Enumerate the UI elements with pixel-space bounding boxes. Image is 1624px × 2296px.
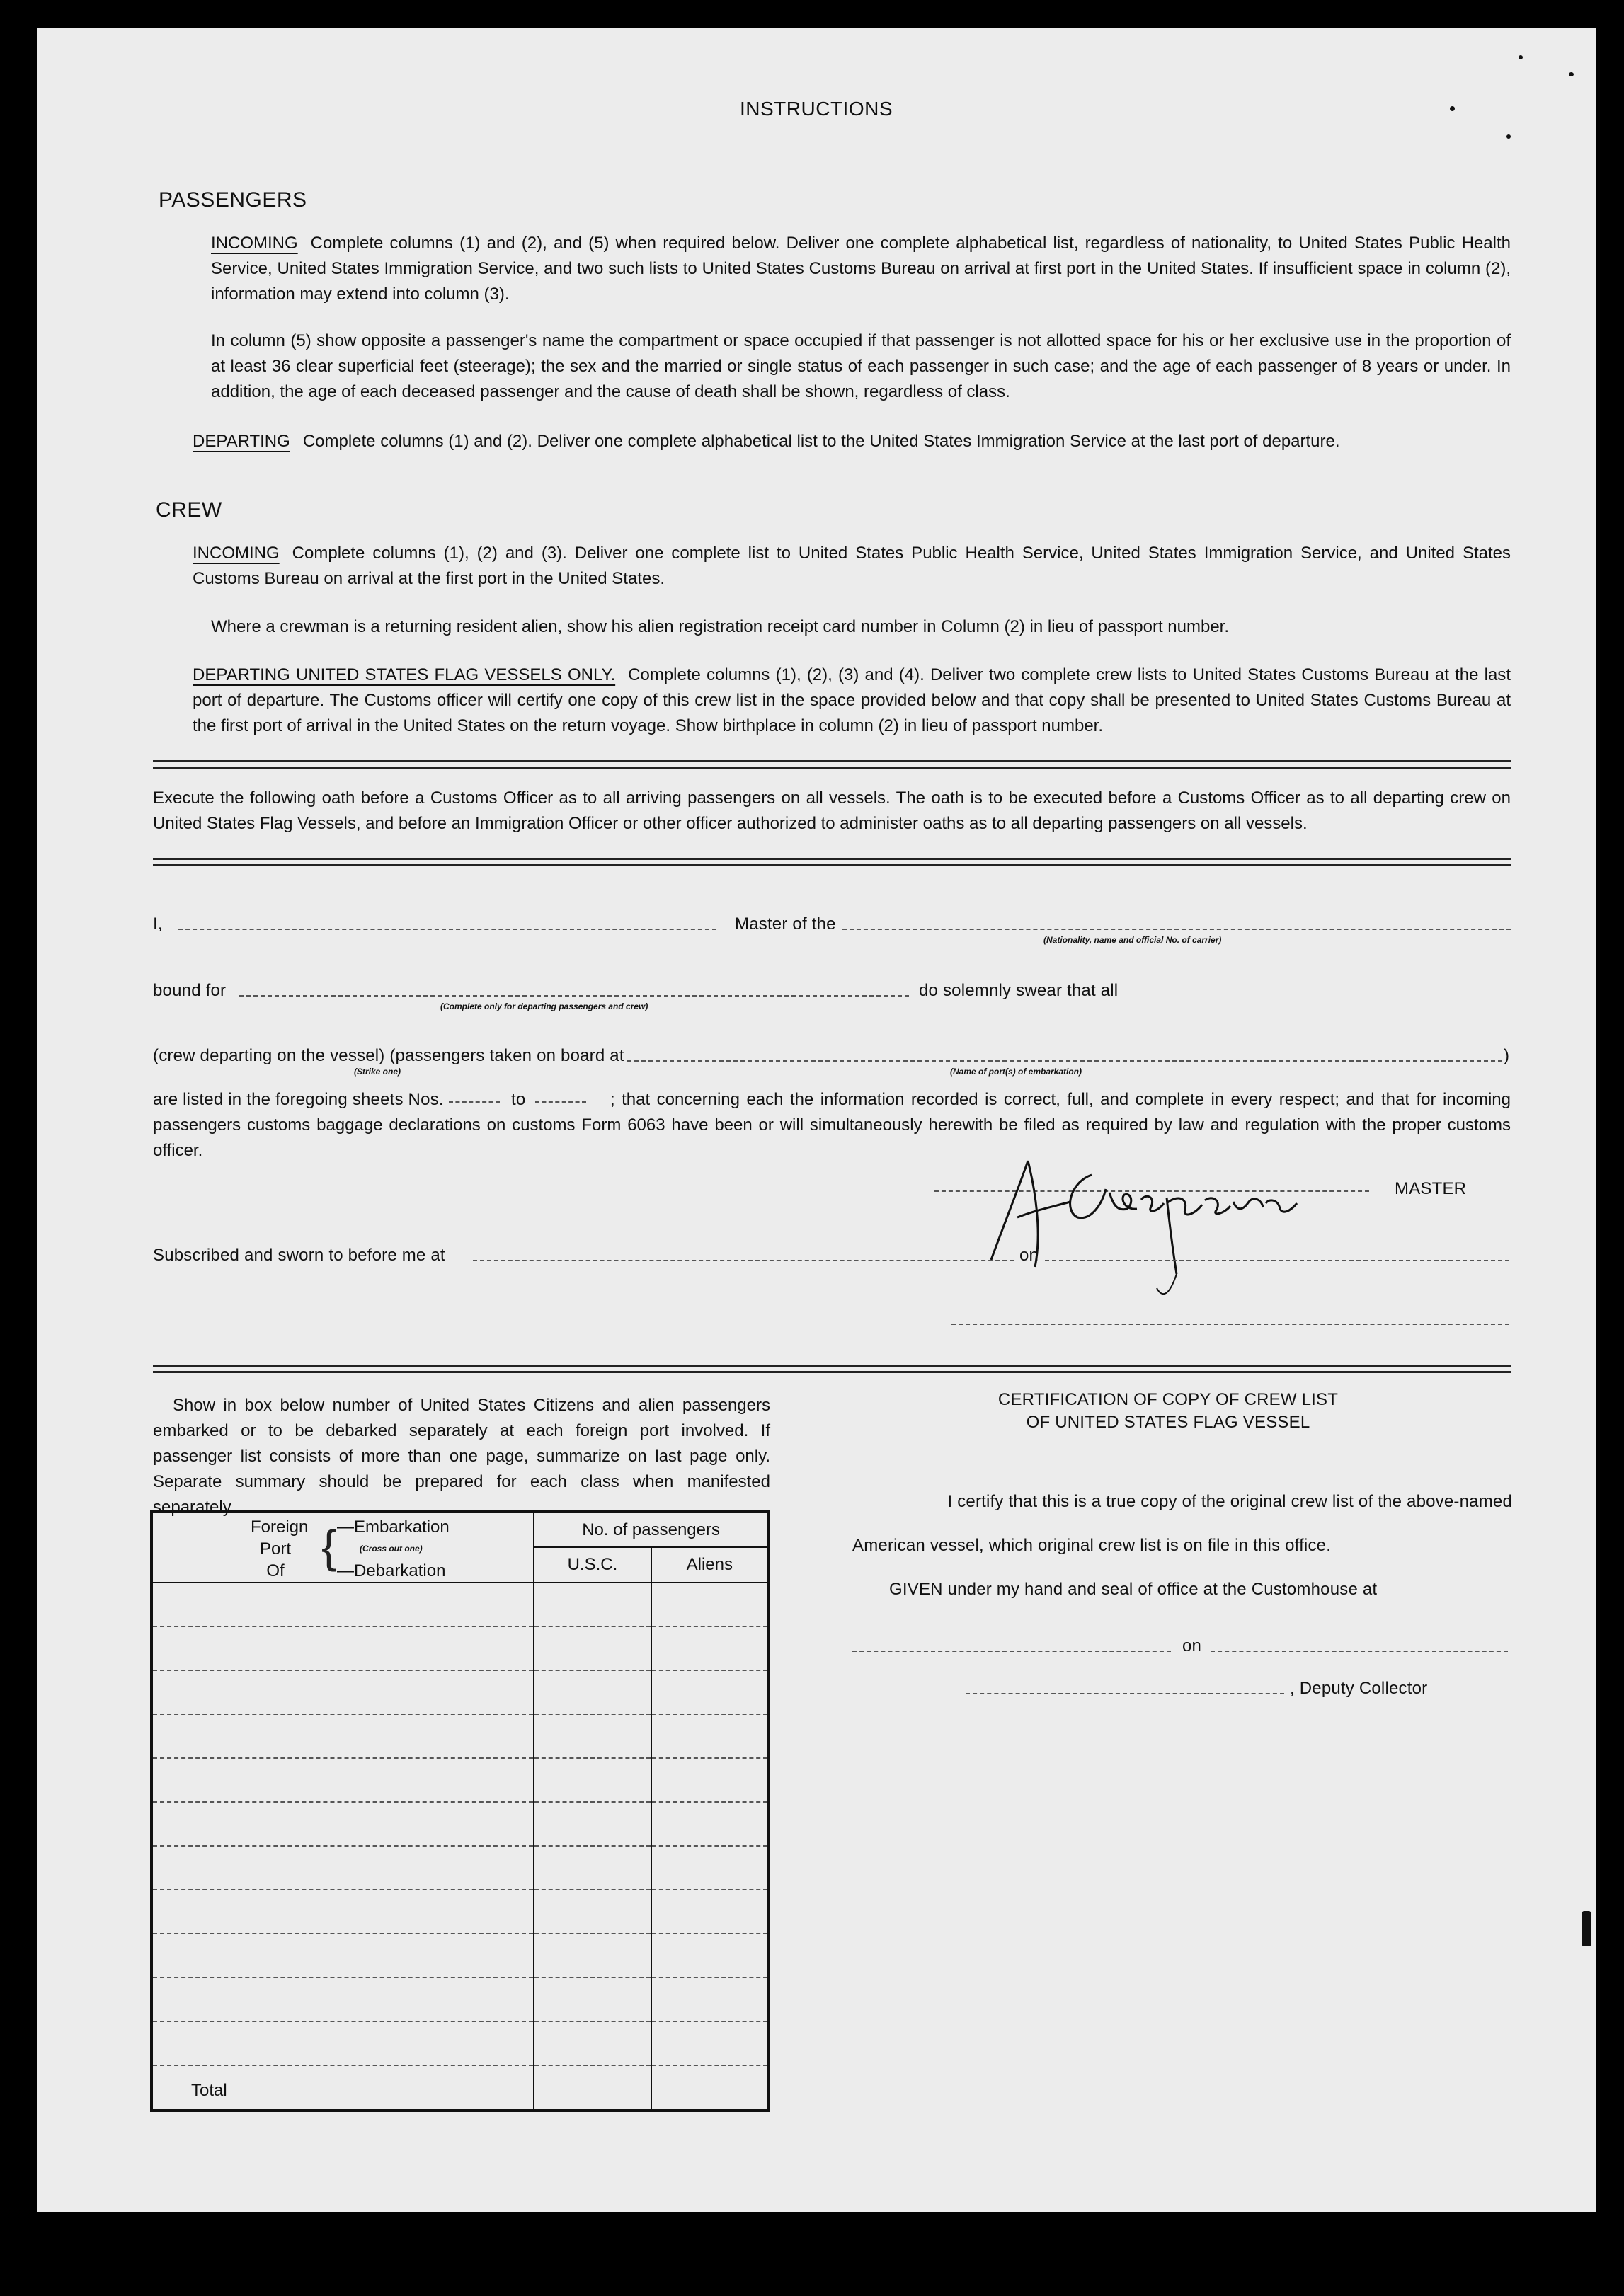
oath-instruction: Execute the following oath before a Customs Officer as to all arriving passengers on all vessels. The oath is to be executed before a Customs Officer as to all departing crew on United States Flag Vessels, and before an Immigration Officer or other officer authorized to administer oaths as to all departing passengers on all vessels. xyxy=(153,788,1511,833)
port-cell[interactable] xyxy=(151,1934,534,1978)
usc-cell[interactable] xyxy=(534,1890,651,1934)
divider-3 xyxy=(153,1365,1511,1373)
summary-row xyxy=(151,1626,769,1670)
subscribed-place-field[interactable] xyxy=(473,1260,1014,1261)
crew-passengers-label: (crew departing on the vessel) (passengers taken on board at xyxy=(153,1046,624,1065)
usc-cell[interactable] xyxy=(534,1978,651,2021)
usc-cell[interactable] xyxy=(534,1758,651,1802)
aliens-cell[interactable] xyxy=(651,1934,769,1978)
passengers-column5-paragraph xyxy=(211,328,1511,405)
deputy-collector-label: , Deputy Collector xyxy=(1290,1679,1428,1698)
certification-title-line2: OF UNITED STATES FLAG VESSEL xyxy=(1026,1413,1310,1432)
port-cell[interactable] xyxy=(151,1758,534,1802)
port-label: Port xyxy=(259,1539,291,1559)
aliens-cell[interactable] xyxy=(651,1583,769,1626)
crew-incoming-paragraph xyxy=(193,541,1511,592)
close-paren: ) xyxy=(1504,1046,1510,1065)
crew-incoming-label: INCOMING xyxy=(193,544,280,563)
divider-2 xyxy=(153,858,1511,866)
summary-instruction: Show in box below number of United States Citizens and alien passengers embarked or to be debarked separately at each foreign port involved. If passenger list consists of more than one page, summarize on last page only. Separate summary should be prepared for each class when manifested separately. xyxy=(153,1396,770,1517)
form-page xyxy=(37,28,1596,2212)
aliens-header: Aliens xyxy=(651,1547,769,1583)
crew-departing-label: DEPARTING UNITED STATES FLAG VESSELS ONLY. xyxy=(193,665,616,684)
swear-label: do solemnly swear that all xyxy=(919,981,1119,1000)
aliens-cell[interactable] xyxy=(651,1714,769,1758)
passengers-column5-text: In column (5) show opposite a passenger's name the compartment or space occupied if that passenger is not allotted space for his or her exclusive use in the proportion of at least 36 clear superficial feet (steerage); the sex and the married or single status of each passenger in such case; and the age of each passenger of 8 years or under. In addition, the age of each deceased passenger and the cause of death shall be shown, regardless of class. xyxy=(211,331,1511,401)
summary-row xyxy=(151,1890,769,1934)
summary-row xyxy=(151,1758,769,1802)
port-cell[interactable] xyxy=(151,1978,534,2021)
passengers-departing-label: DEPARTING xyxy=(193,432,290,451)
summary-row xyxy=(151,2021,769,2065)
usc-cell[interactable] xyxy=(534,1802,651,1846)
to-label: to xyxy=(511,1090,526,1109)
brace-icon: { xyxy=(321,1521,337,1572)
crew-heading: CREW xyxy=(156,498,222,522)
port-cell[interactable] xyxy=(151,1583,534,1626)
certification-date-field[interactable] xyxy=(1211,1651,1508,1652)
summary-row xyxy=(151,1802,769,1846)
passengers-departing-text: Complete columns (1) and (2). Deliver one complete alphabetical list to the United States Immigration Service at the last port of departure. xyxy=(302,432,1340,451)
aliens-cell[interactable] xyxy=(651,1978,769,2021)
passenger-summary-table xyxy=(150,1510,770,2112)
usc-cell[interactable] xyxy=(534,1670,651,1714)
subscribed-label: Subscribed and sworn to before me at xyxy=(153,1246,445,1265)
master-signature xyxy=(985,1132,1354,1302)
summary-row xyxy=(151,1670,769,1714)
port-header-cell xyxy=(151,1512,534,1583)
port-cell[interactable] xyxy=(151,1670,534,1714)
passengers-incoming-paragraph xyxy=(211,231,1511,307)
divider-1 xyxy=(153,760,1511,769)
port-note: (Name of port(s) of embarkation) xyxy=(950,1067,1082,1077)
port-cell[interactable] xyxy=(151,1802,534,1846)
usc-cell[interactable] xyxy=(534,1626,651,1670)
of-label: Of xyxy=(266,1561,285,1580)
crew-departing-paragraph xyxy=(193,662,1511,739)
debarkation-label: —Debarkation xyxy=(337,1561,446,1580)
usc-cell[interactable] xyxy=(534,2021,651,2065)
master-of-the-label: Master of the xyxy=(735,914,836,934)
embarkation-port-field[interactable] xyxy=(627,1060,1502,1062)
cross-out-note: (Cross out one) xyxy=(360,1544,423,1554)
officer-signature-field[interactable] xyxy=(951,1324,1509,1325)
page-title: INSTRUCTIONS xyxy=(740,98,893,120)
port-cell[interactable] xyxy=(151,1890,534,1934)
total-aliens-cell[interactable] xyxy=(651,2065,769,2111)
total-usc-cell[interactable] xyxy=(534,2065,651,2111)
aliens-cell[interactable] xyxy=(651,1758,769,1802)
no-of-passengers-header: No. of passengers xyxy=(534,1512,769,1547)
customhouse-place-field[interactable] xyxy=(852,1651,1171,1652)
crew-departing-text: Complete columns (1), (2), (3) and (4). Deliver two complete crew lists to United States Customs Bureau at the last port of departure. The Customs officer will certify one copy of this crew list in the space provided below and that copy shall be presented to United States Customs Bureau at the first port of arrival in the United States on the return voyage. Show birthplace in column (2) in lieu of passport number. xyxy=(193,665,1511,735)
summary-row xyxy=(151,1714,769,1758)
certification-on-label: on xyxy=(1182,1636,1202,1655)
usc-cell[interactable] xyxy=(534,1846,651,1890)
strike-note: (Strike one) xyxy=(354,1067,401,1077)
passengers-departing-paragraph xyxy=(193,429,1511,454)
aliens-cell[interactable] xyxy=(651,1670,769,1714)
bound-for-field[interactable] xyxy=(239,995,909,997)
port-cell[interactable] xyxy=(151,2021,534,2065)
oath-i-label: I, xyxy=(153,914,163,934)
carrier-field[interactable] xyxy=(842,929,1511,930)
usc-cell[interactable] xyxy=(534,1934,651,1978)
certification-line1: I certify that this is a true copy of the original crew list of the above-named xyxy=(947,1492,1512,1511)
usc-cell[interactable] xyxy=(534,1714,651,1758)
passengers-heading: PASSENGERS xyxy=(159,188,307,212)
aliens-cell[interactable] xyxy=(651,1890,769,1934)
crew-resident-paragraph xyxy=(211,614,1511,640)
aliens-cell[interactable] xyxy=(651,1846,769,1890)
bound-note: (Complete only for departing passengers and crew) xyxy=(440,1001,648,1011)
carrier-note: (Nationality, name and official No. of carrier) xyxy=(1043,935,1222,945)
master-label: MASTER xyxy=(1395,1179,1467,1198)
total-label: Total xyxy=(151,2065,534,2111)
subscribed-on-label: on xyxy=(1019,1246,1039,1265)
usc-header: U.S.C. xyxy=(534,1547,651,1583)
port-cell[interactable] xyxy=(151,1714,534,1758)
passengers-incoming-label: INCOMING xyxy=(211,234,298,253)
aliens-cell[interactable] xyxy=(651,2021,769,2065)
master-name-field[interactable] xyxy=(178,929,716,930)
certification-title-line1: CERTIFICATION OF COPY OF CREW LIST xyxy=(997,1390,1339,1409)
summary-row xyxy=(151,1934,769,1978)
listed-text: ; that concerning each the information recorded is correct, full, and complete in every respect; and that for incoming passengers customs baggage declarations on customs Form 6063 have been or will simultaneously herewith be filed as required by law and regulation with the proper customs officer. xyxy=(153,1090,1511,1160)
summary-row xyxy=(151,1846,769,1890)
certification-line3: GIVEN under my hand and seal of office at the Customhouse at xyxy=(889,1580,1378,1599)
aliens-cell[interactable] xyxy=(651,1802,769,1846)
crew-resident-text: Where a crewman is a returning resident alien, show his alien registration receipt card number in Column (2) in lieu of passport number. xyxy=(211,617,1230,636)
summary-row xyxy=(151,1583,769,1626)
usc-cell[interactable] xyxy=(534,1583,651,1626)
aliens-cell[interactable] xyxy=(651,1626,769,1670)
foreign-label: Foreign xyxy=(251,1517,309,1537)
certification-title xyxy=(878,1389,1458,1434)
listed-prefix: are listed in the foregoing sheets Nos. xyxy=(153,1090,444,1109)
port-cell[interactable] xyxy=(151,1846,534,1890)
summary-row xyxy=(151,1978,769,2021)
embarkation-label: —Embarkation xyxy=(337,1517,450,1537)
passengers-incoming-text: Complete columns (1) and (2), and (5) when required below. Deliver one complete alphabetical list, regardless of nationality, to United States Public Health Service, United States Immigration Service, and two such lists to United States Customs Bureau on arrival at first port in the United States. If insufficient space in column (2), information may extend into column (3). xyxy=(211,234,1511,304)
certification-line2: American vessel, which original crew list is on file in this office. xyxy=(852,1536,1332,1555)
bound-for-label: bound for xyxy=(153,981,227,1000)
crew-incoming-text: Complete columns (1), (2) and (3). Deliver one complete list to United States Public Health Service, United States Immigration Service, and United States Customs Bureau on arrival at the first port in the United States. xyxy=(193,544,1511,588)
port-cell[interactable] xyxy=(151,1626,534,1670)
subscribed-date-field[interactable] xyxy=(1045,1260,1509,1261)
deputy-signature-field[interactable] xyxy=(966,1693,1284,1694)
